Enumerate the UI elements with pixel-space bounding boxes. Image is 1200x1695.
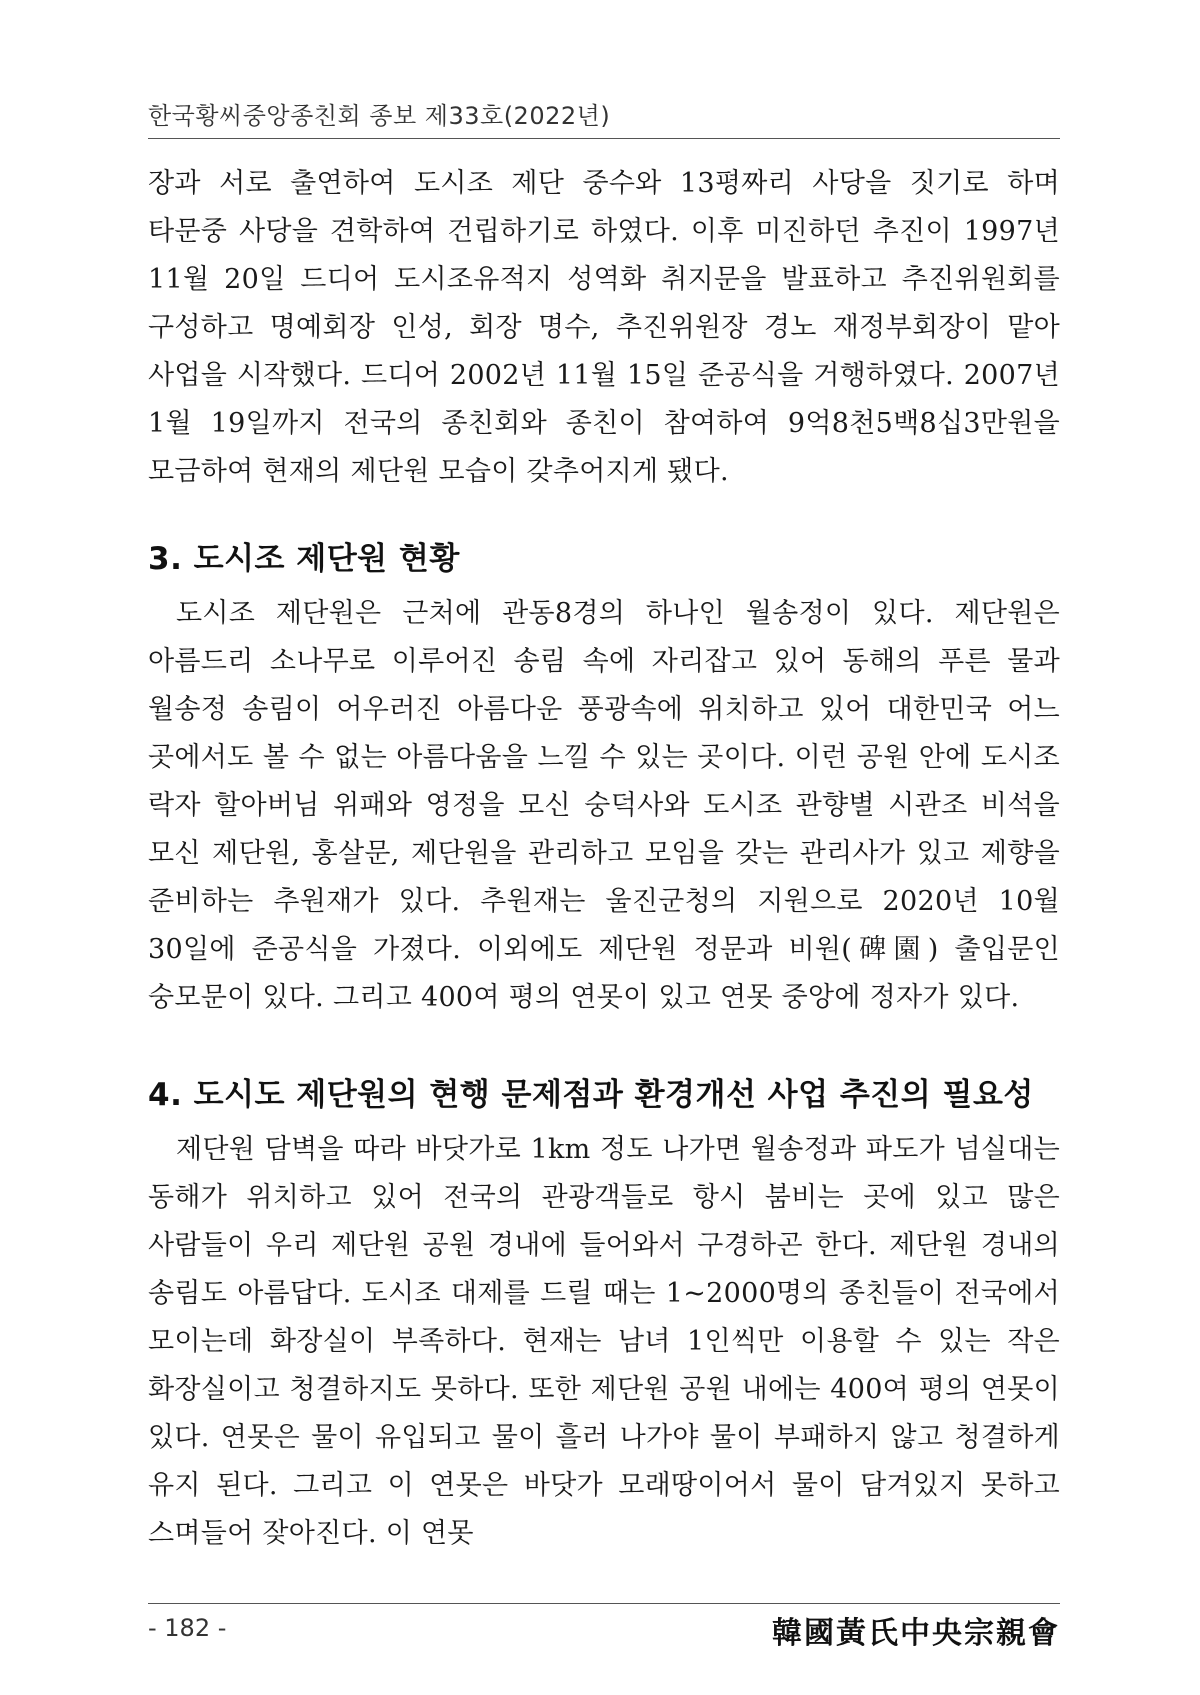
header-divider <box>148 138 1060 139</box>
page-header-title: 한국황씨중앙종친회 종보 제33호(2022년) <box>148 102 611 130</box>
footer-divider <box>148 1603 1060 1604</box>
page-body <box>148 160 1060 1558</box>
section-4-paragraph: 제단원 담벽을 따라 바닷가로 1km 정도 나가면 월송정과 파도가 넘실대는 동해가 위치하고 있어 전국의 관광객들로 항시 붐비는 곳에 있고 많은 사람들이 우리 제단원 공원 경내에 들어와서 구경하곤 한다. 제단원 경내의 송림도 아름답다. 도시조 대제를 드릴 때는 1~2000명의 종친들이 전국에서 모이는데 화장실이 부족하다. 현재는 남녀 1인씩만 이용할 수 있는 작은 화장실이고 청결하지도 못하다. 또한 제단원 공원 내에는 400여 평의 연못이 있다. 연못은 물이 유입되고 물이 흘러 나가야 물이 부패하지 않고 청결하게 유지 된다. 그리고 이 연못은 바닷가 모래땅이어서 물이 담겨있지 못하고 스며들어 잦아진다. 이 연못 <box>148 1134 1060 1549</box>
section-3-heading: 3. 도시조 제단원 현황 <box>148 541 460 577</box>
organization-name: 韓國黃氏中央宗親會 <box>772 1616 1060 1651</box>
intro-paragraph: 장과 서로 출연하여 도시조 제단 중수와 13평짜리 사당을 짓기로 하며 타문중 사당을 견학하여 건립하기로 하였다. 이후 미진하던 추진이 1997년 11월 20일 드디어 도시조유적지 성역화 취지문을 발표하고 추진위원회를 구성하고 명예회장 인성, 회장 명수, 추진위원장 경노 재정부회장이 맡아 사업을 시작했다. 드디어 2002년 11월 15일 준공식을 거행하였다. 2007년 1월 19일까지 전국의 종친회와 종친이 참여하여 9억8천5백8십3만원을 모금하여 현재의 제단원 모습이 갖추어지게 됐다. <box>148 168 1060 487</box>
section-4-heading: 4. 도시도 제단원의 현행 문제점과 환경개선 사업 추진의 필요성 <box>148 1077 1034 1113</box>
page-number: - 182 - <box>148 1614 227 1642</box>
section-3-paragraph: 도시조 제단원은 근처에 관동8경의 하나인 월송정이 있다. 제단원은 아름드리 소나무로 이루어진 송림 속에 자리잡고 있어 동해의 푸른 물과 월송정 송림이 어우러진 아름다운 풍광속에 위치하고 있어 대한민국 어느 곳에서도 볼 수 없는 아름다움을 느낄 수 있는 곳이다. 이런 공원 안에 도시조 락자 할아버님 위패와 영정을 모신 숭덕사와 도시조 관향별 시관조 비석을 모신 제단원, 홍살문, 제단원을 관리하고 모임을 갖는 관리사가 있고 제향을 준비하는 추원재가 있다. 추원재는 울진군청의 지원으로 2020년 10월 30일에 준공식을 가졌다. 이외에도 제단원 정문과 비원(碑園) 출입문인 숭모문이 있다. 그리고 400여 평의 연못이 있고 연못 중앙에 정자가 있다. <box>148 598 1060 1013</box>
